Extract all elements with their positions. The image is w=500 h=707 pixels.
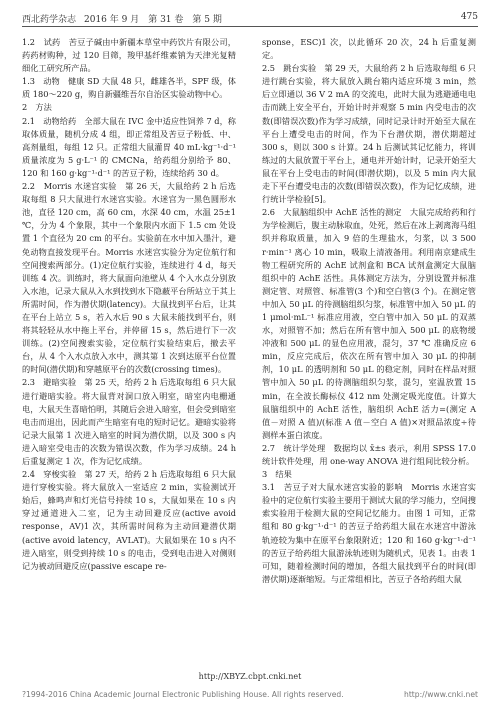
- left-column: [22, 36, 236, 573]
- page-number: 475: [460, 12, 478, 22]
- paragraph-reagents: 1.2 试药 苦豆子碱由中新疆本草堂中药饮片有限公司，药药材购种，过 120 目筛，羧甲基纤维素钠为天津光复精细化工研究所产品。: [22, 37, 236, 74]
- paragraph-step-down: 2.5 跳台实验 第 29 天，大鼠给药 2 h 后选取每组 6 只进行跳台实验，将大鼠放入跳台箱内适应环境 3 min，然后立即通以 36 V 2 mA 的交流电，此时大鼠为逃避通电电击而跳上安全平台，开始计时并观察 5 min 内受电击的次数(即错误次数)作为学习成绩，同时记录计时开始至大鼠在平台上遭受电击的时间，作为下台潜伏期，潜伏期超过 300 s，则以 300 s 计算。24 h 后测试其记忆能力，将训练过的大鼠放置于平台上，通电并开始计时，记录开始至大鼠在平台上受电击的时间(即潜伏期)，以及 5 min 内大鼠走下平台遭受电击的次数(即错误次数)，作为记忆成绩，进行统计学检验[5]。: [262, 63, 476, 205]
- paragraph-continued: sponse，ESC)1 次，以此循环 20 次，24 h 后重复测定。: [262, 37, 476, 61]
- paragraph-dark-avoidance: 2.3 避暗实验 第 25 天，给药 2 h 后选取每组 6 只大鼠进行避暗实验。将大鼠背对洞口放入明室，暗室内电栅通电，大鼠天生喜暗怕明，其随后会进入暗室，但会受到暗室电击而退出，因此而产生暗室有电的短时记忆。避暗实验将记录大鼠第 1 次进入暗室的时间为潜伏期，以及 300 s 内进入暗室受电击的次数为错误次数，作为学习成绩。24 h 后重复测定 1 次，作为记忆成绩。: [22, 377, 236, 466]
- header-divider: [22, 26, 478, 27]
- paragraph-results-maze: 3.1 苦豆子对大鼠水迷宫实验的影响 Morris 水迷宫实验中的定位航行实验主要用于测试大鼠的学习能力，空间搜索实验用于检测大鼠的空间记忆能力。由图 1 可知，正常组和 80 g·kg⁻¹·d⁻¹ 的苦豆子给药组大鼠在水迷宫中游泳轨迹较为集中在原平台象限附近；120 和 160 g·kg⁻¹·d⁻¹ 的苦豆子给药组大鼠游泳轨迹则为随机式，见表 1。由表 1 可知，随着检测时间的增加，各组大鼠找到平台的时间(即潜伏期)逐渐缩短。与正常组相比，苦豆子各给药组大鼠: [262, 482, 476, 584]
- right-column: [262, 36, 476, 586]
- paragraph-dosing: 2.1 动物给药 全部大鼠在 IVC 金中适应性饲养 7 d，称取体质量，随机分成 4 组，即正常组及苦豆子粉低、中、高剂量组，每组 12 只。正常组大鼠灌胃 40 mL·kg⁻¹·d⁻¹ 质量浓度为 5 g·L⁻¹ 的 CMCNa，给药组分别给予 80、120 和 160 g·kg⁻¹·d⁻¹ 的苦豆子粉，连续给药 30 d。: [22, 115, 236, 178]
- footer-url: http://XBYZ.cbpt.cnki.net: [198, 672, 302, 681]
- issue-info: 2016 年 9 月 第 31 卷 第 5 期: [84, 15, 222, 25]
- paragraph-statistics: 2.7 统计学处理 数据均以 x̄±s 表示，利用 SPSS 17.0 统计软件处理，用 one-way ANOVA 进行组间比较分析。: [262, 442, 476, 466]
- journal-title: 西北药学杂志: [22, 15, 77, 25]
- cnki-url: http://www.cnki.net: [404, 690, 478, 699]
- copyright-text: ?1994-2016 China Academic Journal Electronic Publishing House. All rights reserved.: [22, 690, 344, 699]
- section-heading-methods: 2 方法: [22, 102, 52, 113]
- paragraph-morris-water-maze: 2.2 Morris 水迷宫实验 第 26 天，大鼠给药 2 h 后选取每组 8 只大鼠进行水迷宫实验。水迷宫为一黑色圆形水池，直径 120 cm，高 60 cm，水深 40 cm，水温 25±1 ℃，分为 4 个象限，其中一个象限内水面下 1.5 cm 处设置 1 个直径为 20 cm 的平台。实验前在水中加入墨汁，避免动物直接发现平台。Morris 水迷宫实验分为定位航行和空间搜索两部分。(1)定位航行实验，连续进行 4 d，每天训练 4 次。训练时，将大鼠面向池壁从 4 个入水点分别放入水池，记录大鼠从入水到找到水下隐蔽平台所站立于其上所需时间，作为潜伏期(latency)。大鼠找到平台后，让其在平台上站立 5 s，若入水后 90 s 大鼠未能找到平台，则将其轻轻从水中拖上平台，并停留 15 s，然后进行下一次训练。(2)空间搜索实验，定位航行实验结束后，撤去平台，从 4 个入水点放入水中，测其第 1 次到达原平台位置的时间(潜伏期)和穿越原平台的次数(crossing times)。: [22, 181, 236, 375]
- paragraph-shuttle-box: 2.4 穿梭实验 第 27 天，给药 2 h 后选取每组 6 只大鼠进行穿梭实验。将大鼠放入一室适应 2 min，实验测试开始后，蜂鸣声和灯光信号持续 10 s，大鼠如果在 10 s 内穿过通道进入二室，记为主动回避反应(active avoid response，AV)1 次，其所需时间称为主动回避潜伏期(active avoid latency，AVLAT)。大鼠如果在 10 s 内不进入暗室，则受到持续 10 s 的电击，受到电击进入对侧则记为被动回避反应(passive escape re-: [22, 469, 236, 571]
- section-heading-results: 3 结果: [262, 469, 292, 480]
- paragraph-animals: 1.3 动物 健康 SD 大鼠 48 只，雌雄各半，SPF 级，体质 180～220 g，购自新疆维吾尔自治区实验动物中心。: [22, 76, 236, 100]
- paragraph-ache-assay: 2.6 大鼠脑组织中 AchE 活性的测定 大鼠完成给药和行为学检测后，腹主动脉取血，处死，然后在冰上剥离海马组织并称取质量，加入 9 倍的生理盐水，匀浆，以 3 500 r·min⁻¹ 离心 10 min，吸取上清液备用。利用南京建成生物工程研究所的 AchE 试剂盒和 BCA 试剂盒测定大鼠脑组织中的 AchE 活性。具体测定方法为，分别设置并标准测定管、对照管、标准管(3 个)和空白管(3 个)。在测定管中加入 50 μL 的待测脑组织匀浆，标准管中加入 50 μL 的 1 μmol·mL⁻¹ 标准应用液，空白管中加入 50 μL 的双蒸水，对照管不加；然后在所有管中加入 500 μL 的底物缓冲液和 500 μL 的显色应用液，混匀，37 ℃ 准确反应 6 min，反应完成后，依次在所有管中加入 30 μL 的抑制剂，10 μL 的透明剂和 50 μL 的稳定剂，同时在样品对照管中加入 50 μL 的待测脑组织匀浆，混匀，室温放置 15 min，在全波长酶标仪 412 nm 处测定吸光度值。计算大鼠脑组织中的 AchE 活性，脑组织 AchE 活力=(测定 A 值－对照 A 值)/(标准 A 值－空白 A 值)×对照品浓度÷待测样本蛋白浓度。: [262, 207, 476, 440]
